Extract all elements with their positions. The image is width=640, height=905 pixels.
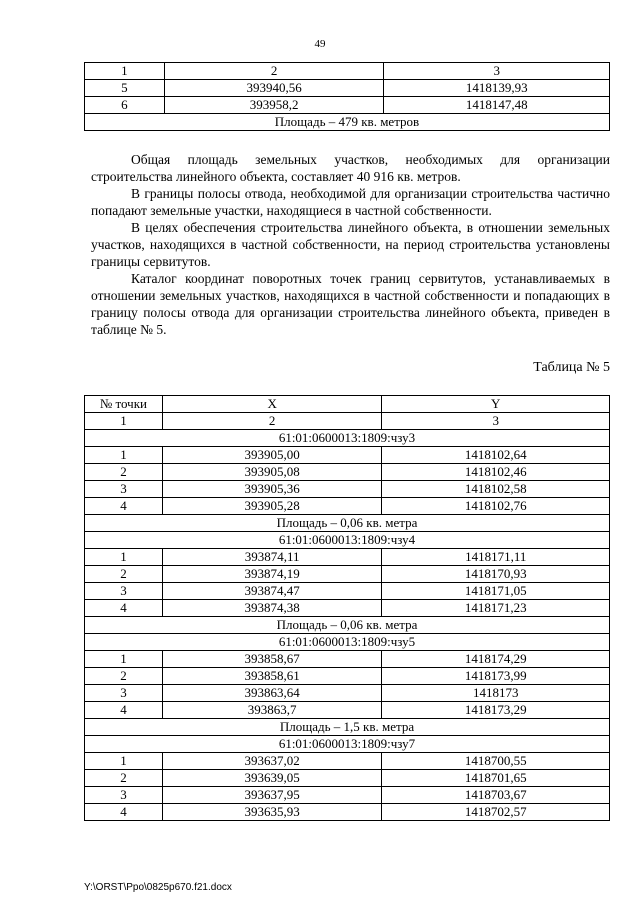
y-coordinate-cell: 1418171,05 <box>382 583 610 600</box>
table-row <box>85 464 610 481</box>
x-coordinate-cell: 2 <box>164 63 384 80</box>
paragraph-total-area: Общая площадь земельных участков, необходимых для организации строительства линейного объекта, составляет 40 916 кв. метров. <box>91 152 610 184</box>
point-number-cell: 4 <box>85 702 163 719</box>
point-number-cell: 1 <box>85 549 163 566</box>
x-coordinate-cell: 393905,00 <box>162 447 382 464</box>
table-row <box>85 80 610 97</box>
point-number-cell: 1 <box>85 753 163 770</box>
y-coordinate-cell: 1418139,93 <box>384 80 610 97</box>
point-number-cell: 1 <box>85 413 163 430</box>
x-coordinate-cell: 393635,93 <box>162 804 382 821</box>
y-coordinate-cell: 1418702,57 <box>382 804 610 821</box>
point-number-cell: 2 <box>85 464 163 481</box>
table-row <box>85 97 610 114</box>
area-label-row <box>85 515 610 532</box>
page-number: 49 <box>314 38 326 50</box>
y-coordinate-cell: 1418102,76 <box>382 498 610 515</box>
cadastral-number-row <box>85 634 610 651</box>
y-coordinate-cell: 1418173 <box>382 685 610 702</box>
y-coordinate-cell: 1418147,48 <box>384 97 610 114</box>
x-coordinate-cell: 393905,36 <box>162 481 382 498</box>
y-coordinate-cell: Y <box>382 396 610 413</box>
cadastral-number: 61:01:0600013:1809:чзу4 <box>85 532 610 549</box>
paragraph-private-land: В границы полосы отвода, необходимой для организации строительства частично попадают земельные участки, находящиеся в частной собственности. <box>91 186 610 218</box>
column-number-row <box>85 413 610 430</box>
point-number-cell: 4 <box>85 600 163 617</box>
cadastral-number-row <box>85 430 610 447</box>
point-number-cell: 1 <box>85 651 163 668</box>
x-coordinate-cell: 393863,64 <box>162 685 382 702</box>
table-row <box>85 481 610 498</box>
point-number-cell: 1 <box>85 447 163 464</box>
coordinates-table-continued <box>84 62 610 131</box>
document-file-path: Y:\ORST\Ppo\0825p670.f21.docx <box>84 882 232 893</box>
table-row <box>85 804 610 821</box>
area-label: Площадь – 1,5 кв. метра <box>85 719 610 736</box>
coordinates-table-5 <box>84 395 610 821</box>
y-coordinate-cell: 1418170,93 <box>382 566 610 583</box>
x-coordinate-cell: 393863,7 <box>162 702 382 719</box>
table-row <box>85 549 610 566</box>
area-label-row <box>85 617 610 634</box>
table-row <box>85 651 610 668</box>
area-label: Площадь – 479 кв. метров <box>85 114 610 131</box>
y-coordinate-cell: 1418703,67 <box>382 787 610 804</box>
point-number-cell: 2 <box>85 668 163 685</box>
x-coordinate-cell: 393858,67 <box>162 651 382 668</box>
cadastral-number-row <box>85 532 610 549</box>
x-coordinate-cell: 393905,28 <box>162 498 382 515</box>
point-number-cell: 3 <box>85 787 163 804</box>
y-coordinate-cell: 1418701,65 <box>382 770 610 787</box>
area-label-row <box>85 114 610 131</box>
point-number-cell: № точки <box>85 396 163 413</box>
area-label: Площадь – 0,06 кв. метра <box>85 617 610 634</box>
point-number-cell: 2 <box>85 566 163 583</box>
table-row <box>85 566 610 583</box>
y-coordinate-cell: 1418102,46 <box>382 464 610 481</box>
x-coordinate-cell: 2 <box>162 413 382 430</box>
point-number-cell: 3 <box>85 583 163 600</box>
y-coordinate-cell: 1418102,58 <box>382 481 610 498</box>
y-coordinate-cell: 1418102,64 <box>382 447 610 464</box>
table-row <box>85 753 610 770</box>
y-coordinate-cell: 1418700,55 <box>382 753 610 770</box>
x-coordinate-cell: 393905,08 <box>162 464 382 481</box>
x-coordinate-cell: 393637,02 <box>162 753 382 770</box>
y-coordinate-cell: 3 <box>384 63 610 80</box>
table-row <box>85 498 610 515</box>
cadastral-number: 61:01:0600013:1809:чзу7 <box>85 736 610 753</box>
point-number-cell: 4 <box>85 498 163 515</box>
table-row <box>85 702 610 719</box>
table-row <box>85 668 610 685</box>
x-coordinate-cell: 393639,05 <box>162 770 382 787</box>
x-coordinate-cell: 393637,95 <box>162 787 382 804</box>
table-row <box>85 770 610 787</box>
x-coordinate-cell: 393940,56 <box>164 80 384 97</box>
point-number-cell: 6 <box>85 97 165 114</box>
y-coordinate-cell: 1418171,23 <box>382 600 610 617</box>
x-coordinate-cell: 393858,61 <box>162 668 382 685</box>
point-number-cell: 2 <box>85 770 163 787</box>
x-coordinate-cell: X <box>162 396 382 413</box>
cadastral-number-row <box>85 736 610 753</box>
point-number-cell: 3 <box>85 481 163 498</box>
column-number-row <box>85 63 610 80</box>
table-caption: Таблица № 5 <box>533 360 610 375</box>
area-label: Площадь – 0,06 кв. метра <box>85 515 610 532</box>
y-coordinate-cell: 1418173,99 <box>382 668 610 685</box>
paragraph-catalog: Каталог координат поворотных точек границ сервитутов, устанавливаемых в отношении земельных участков, находящихся в частной собственности и попадающих в границу полосы отвода для организации строительства линейного объекта, приведен в таблице № 5. <box>91 271 610 337</box>
paragraph-servitude-borders: В целях обеспечения строительства линейного объекта, в отношении земельных участков, находящихся в частной собственности, на период строительства установлены границы сервитутов. <box>91 220 610 269</box>
x-coordinate-cell: 393874,19 <box>162 566 382 583</box>
y-coordinate-cell: 1418173,29 <box>382 702 610 719</box>
header-row <box>85 396 610 413</box>
table-row <box>85 583 610 600</box>
area-label-row <box>85 719 610 736</box>
cadastral-number: 61:01:0600013:1809:чзу3 <box>85 430 610 447</box>
x-coordinate-cell: 393874,47 <box>162 583 382 600</box>
table-row <box>85 447 610 464</box>
cadastral-number: 61:01:0600013:1809:чзу5 <box>85 634 610 651</box>
y-coordinate-cell: 1418171,11 <box>382 549 610 566</box>
x-coordinate-cell: 393874,38 <box>162 600 382 617</box>
table-row <box>85 600 610 617</box>
table-row <box>85 685 610 702</box>
y-coordinate-cell: 3 <box>382 413 610 430</box>
x-coordinate-cell: 393958,2 <box>164 97 384 114</box>
point-number-cell: 1 <box>85 63 165 80</box>
table-row <box>85 787 610 804</box>
point-number-cell: 5 <box>85 80 165 97</box>
point-number-cell: 4 <box>85 804 163 821</box>
y-coordinate-cell: 1418174,29 <box>382 651 610 668</box>
x-coordinate-cell: 393874,11 <box>162 549 382 566</box>
point-number-cell: 3 <box>85 685 163 702</box>
